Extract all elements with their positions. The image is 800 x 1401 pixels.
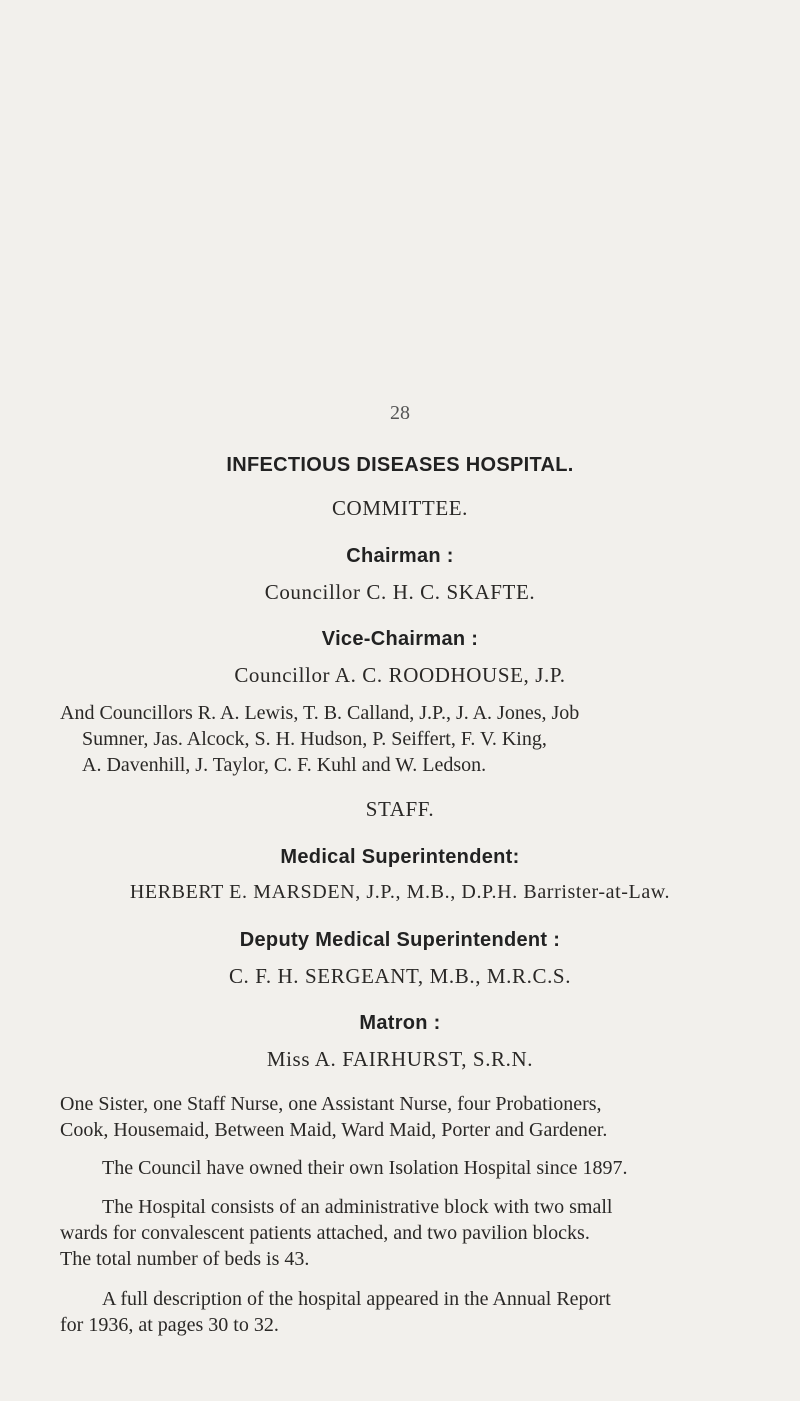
paragraph-line: The Council have owned their own Isolation Hospital since 1897. xyxy=(102,1157,628,1179)
paragraph-line: for 1936, at pages 30 to 32. xyxy=(60,1314,279,1336)
staff-list-line: Cook, Housemaid, Between Maid, Ward Maid, Porter and Gardener. xyxy=(60,1119,608,1141)
chairman-name: Councillor C. H. C. SKAFTE. xyxy=(264,580,536,604)
paragraph-line: A full description of the hospital appeared in the Annual Report xyxy=(102,1288,611,1310)
matron-label: Matron : xyxy=(359,1012,441,1034)
paragraph-line: wards for convalescent patients attached, and two pavilion blocks. xyxy=(60,1222,590,1244)
staff-list xyxy=(60,1091,740,1143)
paragraph-annual-report xyxy=(60,1286,740,1338)
medical-superintendent-label: Medical Superintendent: xyxy=(280,846,520,868)
matron-name: Miss A. FAIRHURST, S.R.N. xyxy=(266,1047,534,1071)
councillors-line: Sumner, Jas. Alcock, S. H. Hudson, P. Seiffert, F. V. King, xyxy=(82,728,547,750)
page-number: 28 xyxy=(390,402,410,424)
deputy-label: Deputy Medical Superintendent : xyxy=(239,929,561,951)
paragraph-line: The Hospital consists of an administrative block with two small xyxy=(102,1196,613,1218)
committee-heading: COMMITTEE. xyxy=(331,496,469,520)
staff-list-line: One Sister, one Staff Nurse, one Assistant Nurse, four Probationers, xyxy=(60,1093,602,1115)
staff-heading: STAFF. xyxy=(365,797,435,821)
deputy-name: C. F. H. SERGEANT, M.B., M.R.C.S. xyxy=(228,964,572,988)
paragraph-line: The total number of beds is 43. xyxy=(60,1248,310,1270)
vice-chairman-label: Vice-Chairman : xyxy=(321,628,479,650)
councillors-line: A. Davenhill, J. Taylor, C. F. Kuhl and W. Ledson. xyxy=(82,754,487,776)
vice-chairman-name: Councillor A. C. ROODHOUSE, J.P. xyxy=(234,663,566,687)
councillors-line: And Councillors R. A. Lewis, T. B. Calland, J.P., J. A. Jones, Job xyxy=(60,702,580,724)
councillors-list xyxy=(60,700,750,778)
page-title: INFECTIOUS DISEASES HOSPITAL. xyxy=(226,454,574,476)
paragraph-hospital-description xyxy=(60,1194,740,1272)
medical-superintendent-name: HERBERT E. MARSDEN, J.P., M.B., D.P.H. Barrister-at-Law. xyxy=(129,881,671,903)
chairman-label: Chairman : xyxy=(346,545,454,567)
paragraph-isolation-hospital xyxy=(60,1155,740,1181)
